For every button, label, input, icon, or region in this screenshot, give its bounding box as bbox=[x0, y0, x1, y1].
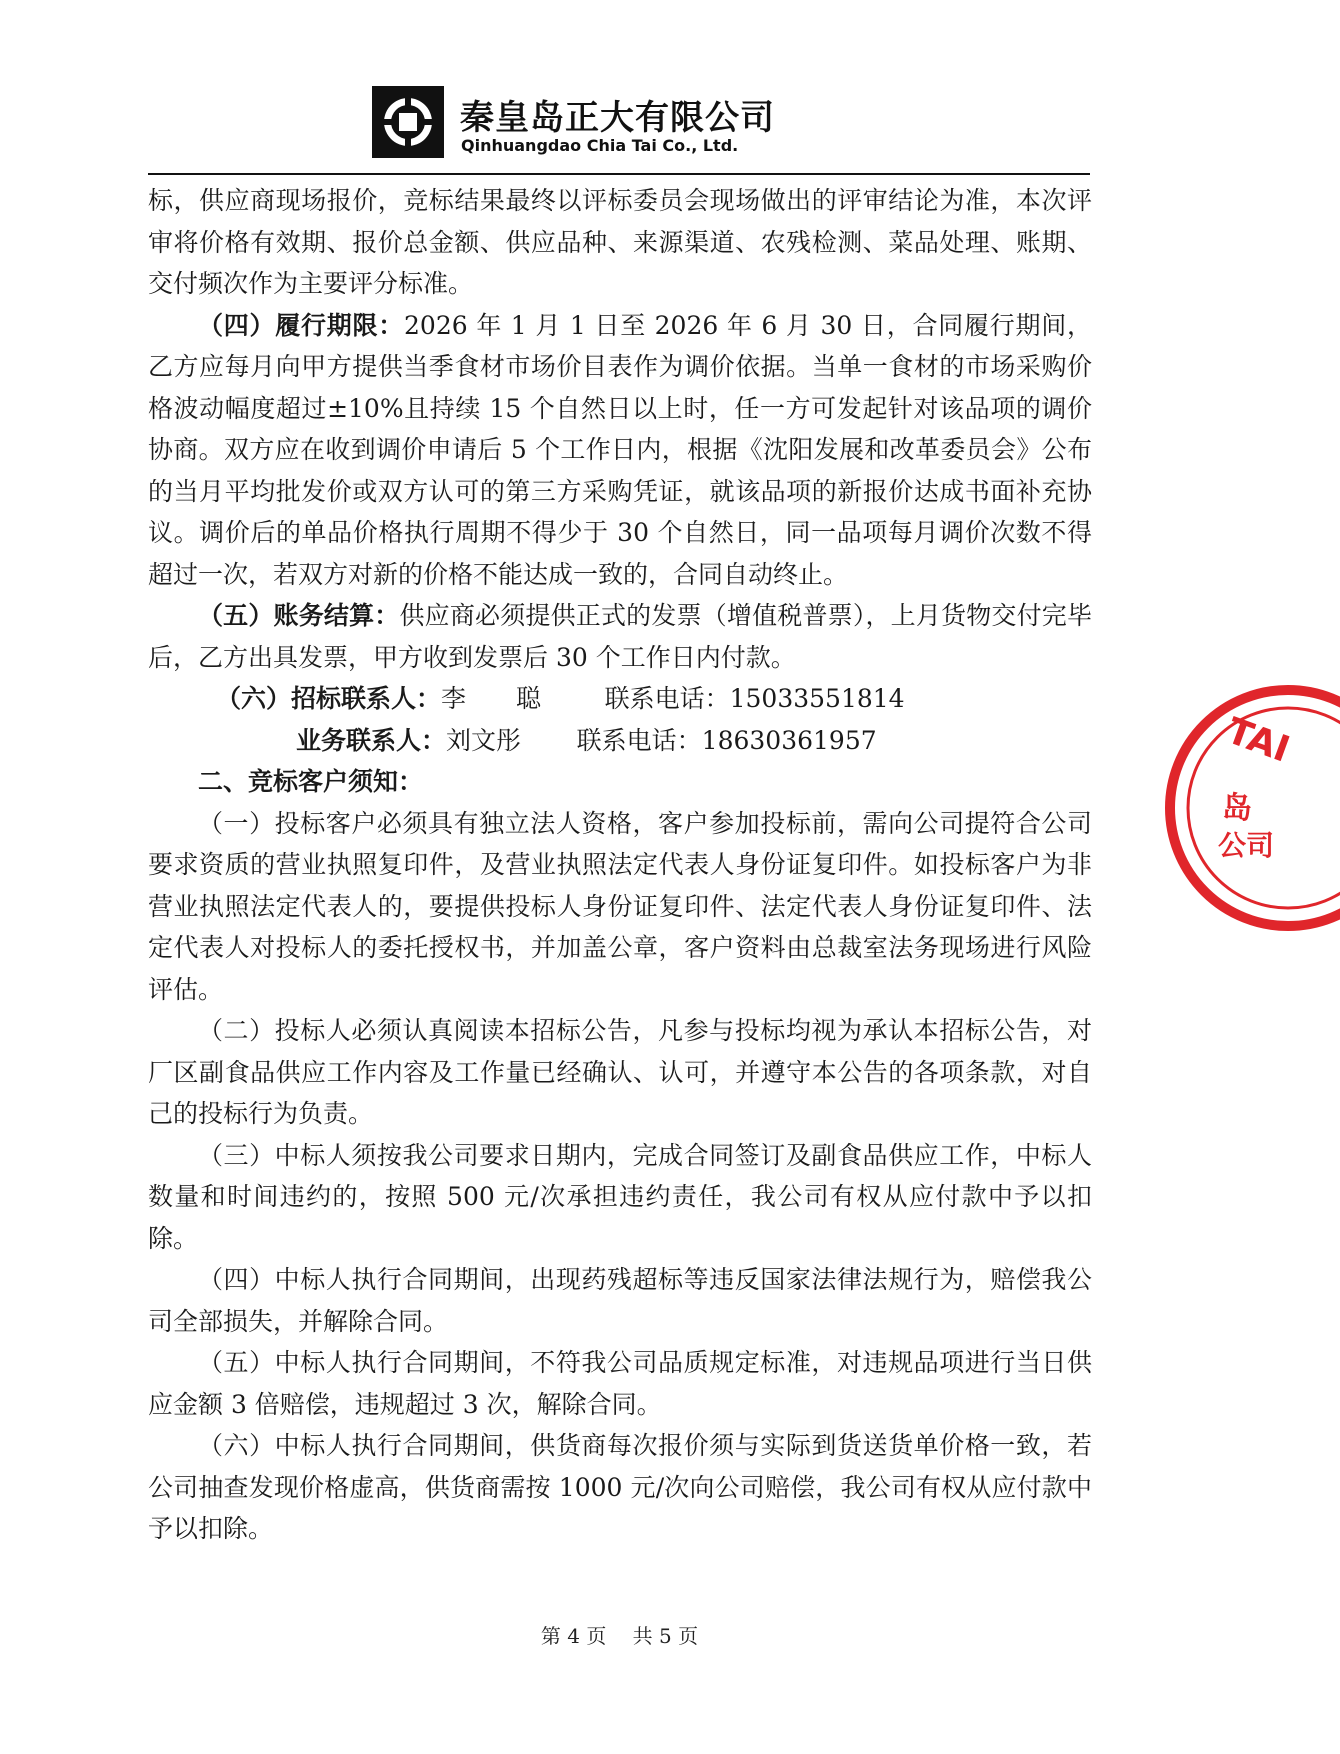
notice-item-2: （二）投标人必须认真阅读本招标公告，凡参与投标均视为承认本招标公告，对厂区副食品供应工作内容及工作量已经确认、认可，并遵守本公告的各项条款，对自己的投标行为负责。 bbox=[148, 1016, 1092, 1128]
section-performance-period bbox=[148, 305, 1092, 596]
section-settlement bbox=[148, 595, 1092, 678]
notice-item-1: （一）投标客户必须具有独立法人资格，客户参加投标前，需向公司提符合公司要求资质的营业执照复印件，及营业执照法定代表人身份证复印件。如投标客户为非营业执照法定代表人的，要提供投标人身份证复印件、法定代表人身份证复印件、法定代表人对投标人的委托授权书，并加盖公章，客户资料由总裁室法务现场进行风险评估。 bbox=[148, 808, 1092, 1004]
document-body bbox=[148, 180, 1092, 1550]
notice-item-5: （五）中标人执行合同期间，不符我公司品质规定标准，对违规品项进行当日供应金额 3 倍赔偿，违规超过 3 次，解除合同。 bbox=[148, 1348, 1092, 1419]
notice-item-6: （六）中标人执行合同期间，供货商每次报价须与实际到货送货单价格一致，若公司抽查发现价格虚高，供货商需按 1000 元/次向公司赔偿，我公司有权从应付款中予以扣除。 bbox=[148, 1431, 1092, 1543]
contact-label: 业务联系人： bbox=[296, 725, 447, 755]
contact-tender bbox=[148, 678, 1092, 720]
company-seal-stamp bbox=[1160, 690, 1340, 930]
notice-item-4: （四）中标人执行合同期间，出现药残超标等违反国家法律法规行为，赔偿我公司全部损失，并解除合同。 bbox=[148, 1265, 1092, 1336]
header-divider bbox=[148, 173, 1090, 175]
contact-name: 李 聪 bbox=[441, 684, 542, 713]
seal-text: TAI bbox=[1221, 710, 1295, 771]
section-title: （四）履行期限： bbox=[198, 310, 405, 340]
contact-phone: 联系电话：18630361957 bbox=[576, 725, 877, 755]
contact-business bbox=[148, 720, 1092, 762]
section-text: 2026 年 1 月 1 日至 2026 年 6 月 30 日，合同履行期间，乙方应每月向甲方提供当季食材市场价目表作为调价依据。当单一食材的市场采购价格波动幅度超过±10%且持续 15 个自然日以上时，任一方可发起针对该品项的调价协商。双方应在收到调价申请后 5 个工作日内，根据《沈阳发展和改革委员会》公布的当月平均批发价或双方认可的第三方采购凭证，就该品项的新报价达成书面补充协议。调价后的单品价格执行周期不得少于 30 个自然日，同一品项每月调价次数不得超过一次，若双方对新的价格不能达成一致的，合同自动终止。 bbox=[148, 310, 1092, 589]
company-name-cn: 秦皇岛正大有限公司 bbox=[460, 98, 775, 138]
contact-label: （六）招标联系人： bbox=[216, 684, 442, 713]
section-heading-bidder-notice: 二、竞标客户须知： bbox=[198, 767, 424, 796]
contact-phone: 联系电话：15033551814 bbox=[604, 684, 905, 713]
page-number: 第 4 页 共 5 页 bbox=[540, 1624, 699, 1648]
paragraph-evaluation: 标，供应商现场报价，竞标结果最终以评标委员会现场做出的评审结论为准，本次评审将价格有效期、报价总金额、供应品种、来源渠道、农残检测、菜品处理、账期、交付频次作为主要评分标准。 bbox=[148, 186, 1092, 298]
section-title: （五）账务结算： bbox=[198, 601, 400, 630]
seal-text: 公司 bbox=[1218, 829, 1275, 862]
section-text: 供应商必须提供正式的发票（增值税普票），上月货物交付完毕后，乙方出具发票，甲方收到发票后 30 个工作日内付款。 bbox=[148, 601, 1092, 672]
company-logo-icon bbox=[372, 86, 444, 158]
contact-name: 刘文彤 bbox=[446, 725, 522, 755]
letterhead bbox=[372, 86, 775, 162]
company-name-en: Qinhuangdao Chia Tai Co., Ltd. bbox=[461, 136, 739, 155]
seal-text: 岛 bbox=[1222, 791, 1252, 826]
notice-item-3: （三）中标人须按我公司要求日期内，完成合同签订及副食品供应工作，中标人数量和时间违约的，按照 500 元/次承担违约责任，我公司有权从应付款中予以扣除。 bbox=[148, 1140, 1092, 1253]
